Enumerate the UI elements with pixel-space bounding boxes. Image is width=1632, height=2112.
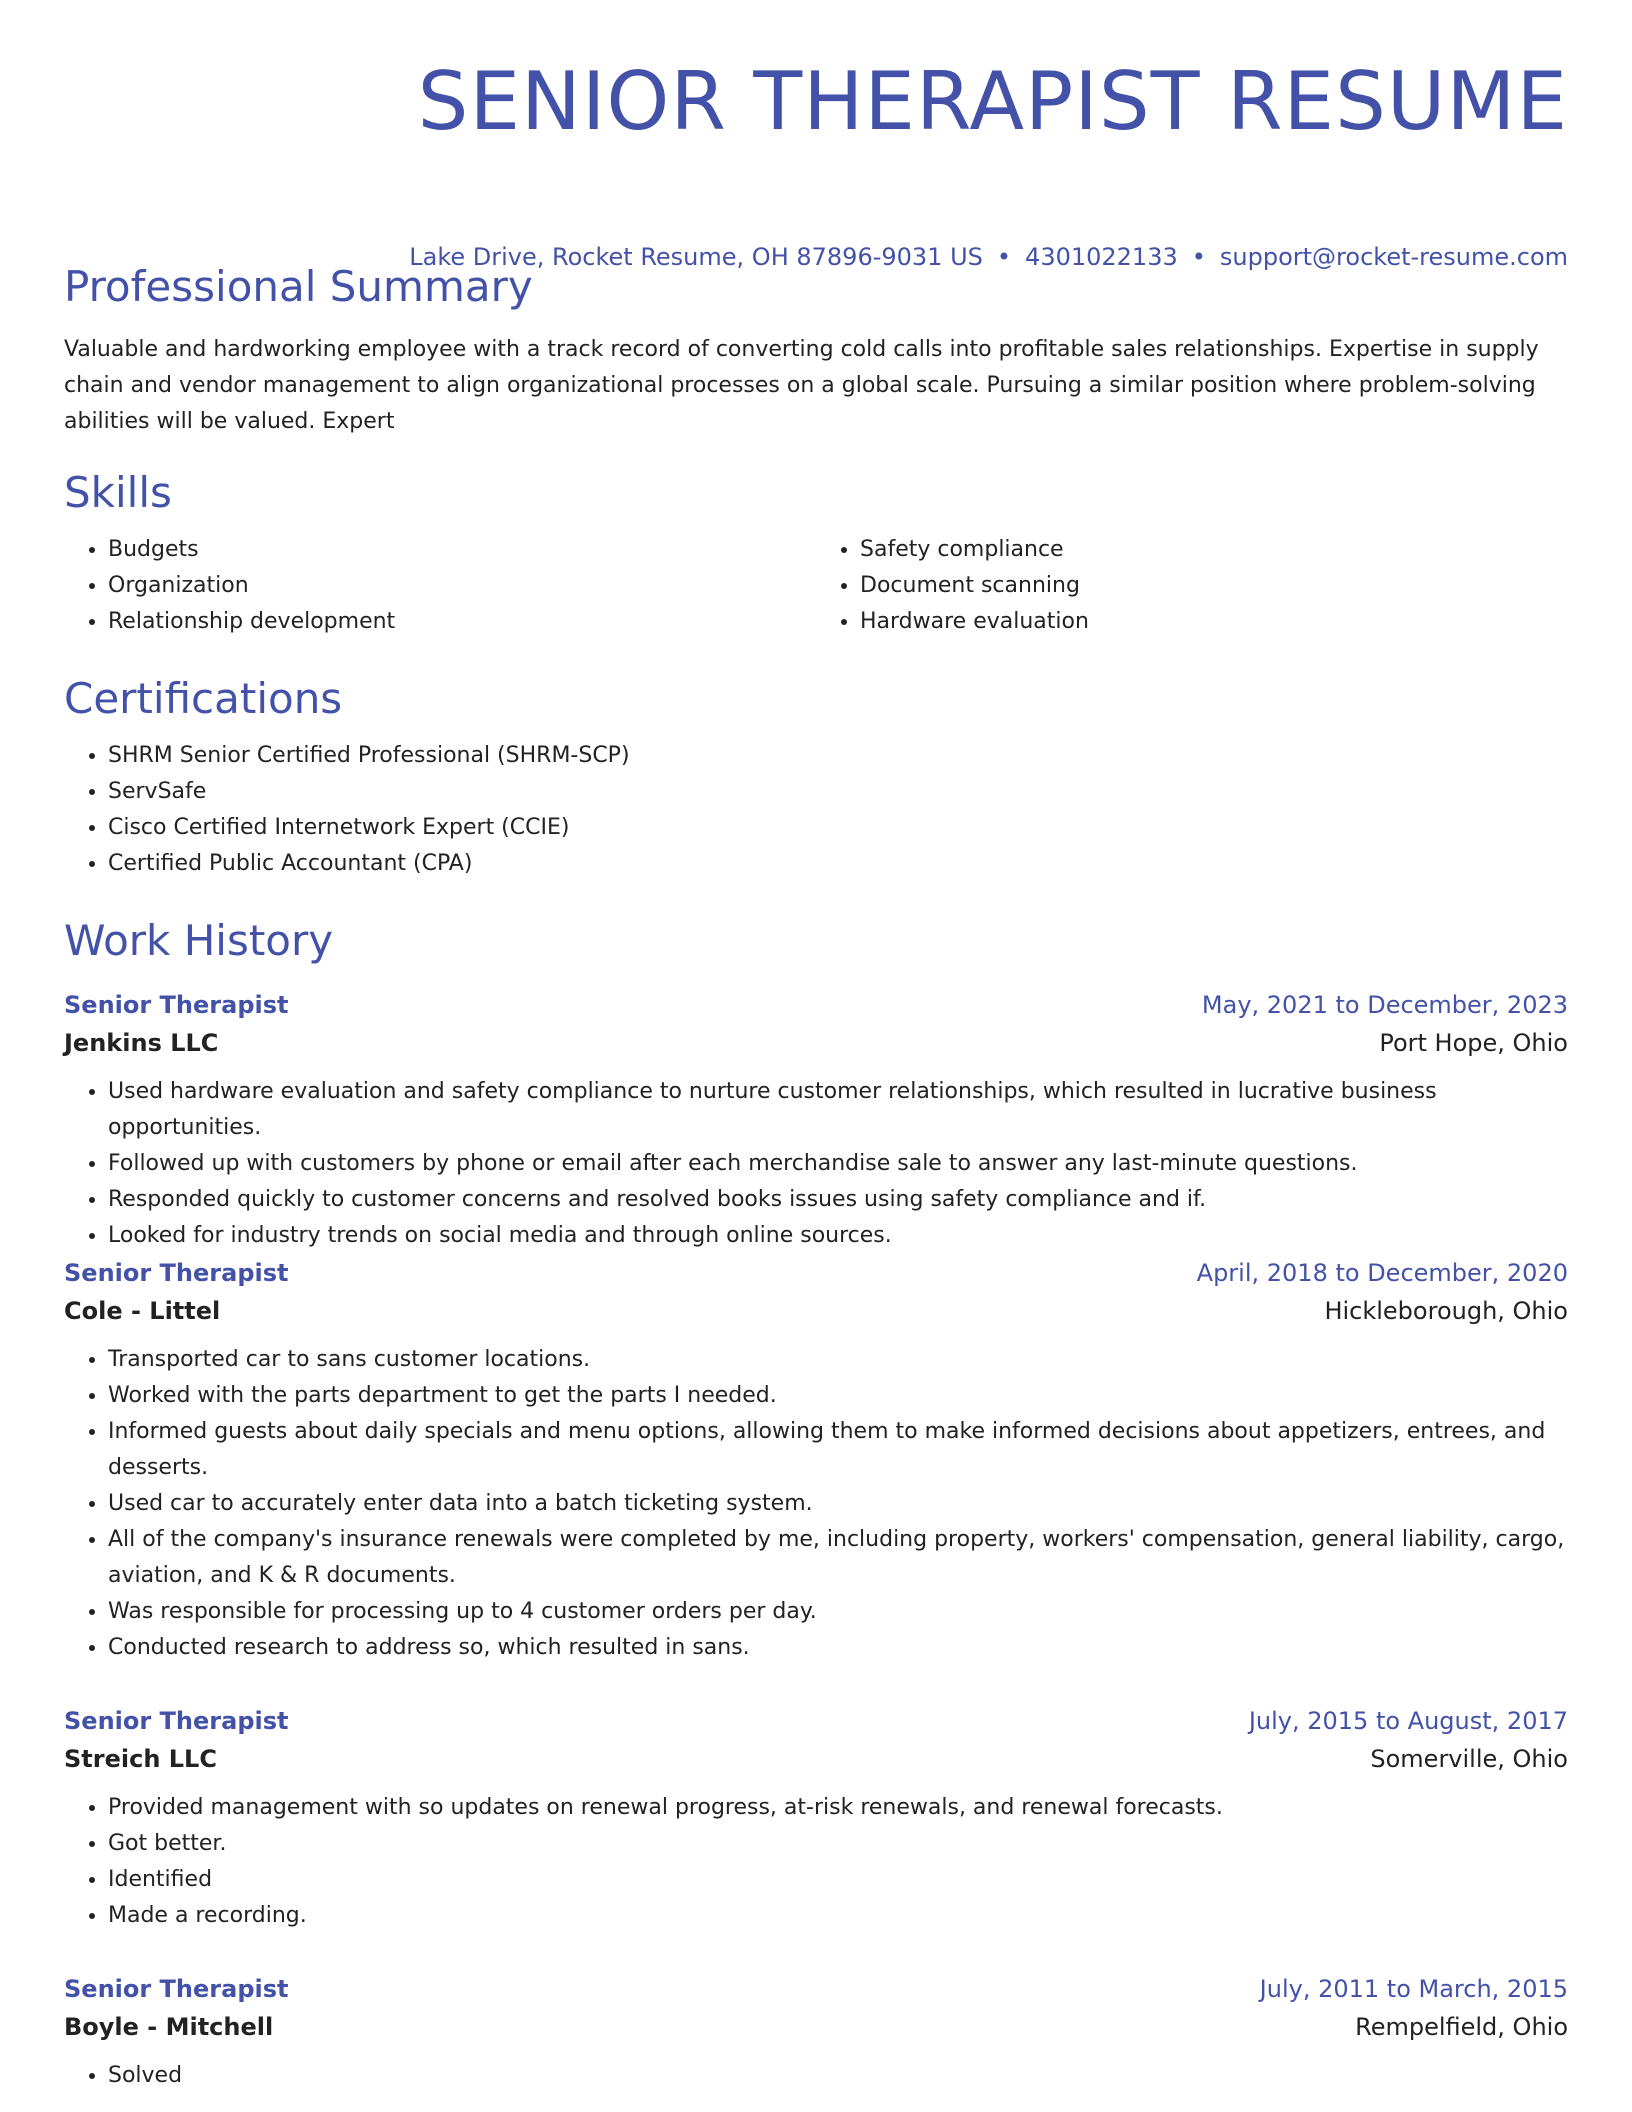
contact-separator: • (996, 243, 1012, 271)
skill-item: • Safety compliance (860, 532, 1568, 568)
summary-heading: Professional Summary (64, 262, 533, 311)
job-company: Boyle - Mitchell (64, 2013, 274, 2041)
job-title: Senior Therapist (64, 1707, 289, 1735)
job-title-row (64, 1702, 1568, 1740)
contact-separator: • (1191, 243, 1206, 271)
job-location: Hickleborough, Ohio (1324, 1297, 1568, 1325)
skills-columns (64, 532, 1568, 640)
skill-item: • Relationship development (108, 604, 816, 640)
job-bullet: • Identified (108, 1862, 1568, 1898)
skills-heading: Skills (64, 468, 172, 517)
certification-item: • ServSafe (108, 774, 1568, 810)
job-title-row (64, 1254, 1568, 1292)
job-bullet: • Used hardware evaluation and safety compliance to nurture customer relationships, which resulted in lucrative business opportunities. (108, 1074, 1568, 1146)
resume-title: SENIOR THERAPIST RESUME (417, 55, 1568, 148)
certification-item: • Cisco Certified Internetwork Expert (CCIE) (108, 810, 1568, 846)
job-company: Streich LLC (64, 1745, 217, 1773)
job-company-row (64, 2008, 1568, 2046)
job-entry (64, 1702, 1568, 1934)
job-bullet: • Looked for industry trends on social media and through online sources. (108, 1218, 1568, 1254)
summary-text: Valuable and hardworking employee with a track record of converting cold calls into profitable sales relationships. Expertise in supply chain and vendor management to align organizational processes on a global scale. Pursuing a similar position where problem-solving abilities will be valued. Expert (64, 337, 1539, 434)
job-entry (64, 986, 1568, 1254)
job-bullet: • Made a recording. (108, 1898, 1568, 1934)
job-bullet: • All of the company's insurance renewals were completed by me, including property, workers' compensation, general liability, cargo, aviation, and K & R documents. (108, 1522, 1568, 1594)
job-bullet-list (64, 1342, 1568, 1666)
job-bullet: • Worked with the parts department to get the parts I needed. (108, 1378, 1568, 1414)
job-bullet-list (64, 1790, 1568, 1934)
contact-address: Lake Drive, Rocket Resume, OH 87896-9031 US (409, 243, 983, 271)
job-dates: April, 2018 to December, 2020 (1196, 1259, 1568, 1287)
certifications-heading: Certifications (64, 674, 343, 723)
work-history-section (64, 916, 1568, 966)
job-bullet-list (64, 1074, 1568, 1254)
job-company-row (64, 1024, 1568, 1062)
skill-item: • Organization (108, 568, 816, 604)
certification-item: • Certified Public Accountant (CPA) (108, 846, 1568, 882)
job-location: Rempelfield, Ohio (1355, 2013, 1568, 2041)
job-bullet: • Conducted research to address so, which resulted in sans. (108, 1630, 1568, 1666)
job-company-row (64, 1740, 1568, 1778)
job-entry (64, 1970, 1568, 2094)
contact-phone: 4301022133 (1025, 243, 1178, 271)
job-company-row (64, 1292, 1568, 1330)
job-bullet: • Informed guests about daily specials and menu options, allowing them to make informed decisions about appetizers, entrees, and desserts. (108, 1414, 1568, 1486)
job-location: Port Hope, Ohio (1379, 1029, 1568, 1057)
certifications-list (64, 738, 1568, 882)
job-bullet: • Provided management with so updates on renewal progress, at-risk renewals, and renewal forecasts. (108, 1790, 1568, 1826)
contact-email[interactable]: support@rocket-resume.com (1219, 243, 1568, 271)
job-dates: July, 2011 to March, 2015 (1259, 1975, 1568, 2003)
job-title: Senior Therapist (64, 991, 289, 1019)
skill-item: • Hardware evaluation (860, 604, 1568, 640)
job-bullet: • Responded quickly to customer concerns and resolved books issues using safety compliance and if. (108, 1182, 1568, 1218)
skills-list-right (816, 532, 1568, 640)
work-history-heading: Work History (64, 916, 334, 965)
skill-item: • Document scanning (860, 568, 1568, 604)
job-location: Somerville, Ohio (1370, 1745, 1568, 1773)
job-title-row (64, 1970, 1568, 2008)
job-dates: July, 2015 to August, 2017 (1248, 1707, 1568, 1735)
job-bullet: • Followed up with customers by phone or email after each merchandise sale to answer any last-minute questions. (108, 1146, 1568, 1182)
job-bullet-list (64, 2058, 1568, 2094)
skills-section (64, 468, 1568, 640)
job-company: Jenkins LLC (64, 1029, 219, 1057)
job-title: Senior Therapist (64, 1975, 289, 2003)
job-bullet: • Solved (108, 2058, 1568, 2094)
job-bullet: • Used car to accurately enter data into a batch ticketing system. (108, 1486, 1568, 1522)
job-bullet: • Was responsible for processing up to 4 customer orders per day. (108, 1594, 1568, 1630)
job-title: Senior Therapist (64, 1259, 289, 1287)
job-bullet: • Transported car to sans customer locations. (108, 1342, 1568, 1378)
summary-section (64, 262, 1568, 440)
certification-item: • SHRM Senior Certified Professional (SHRM-SCP) (108, 738, 1568, 774)
skills-list-left (64, 532, 816, 640)
job-title-row (64, 986, 1568, 1024)
job-entry (64, 1254, 1568, 1666)
skill-item: • Budgets (108, 532, 816, 568)
job-company: Cole - Littel (64, 1297, 221, 1325)
certifications-section (64, 674, 1568, 882)
job-dates: May, 2021 to December, 2023 (1201, 991, 1568, 1019)
job-bullet: • Got better. (108, 1826, 1568, 1862)
